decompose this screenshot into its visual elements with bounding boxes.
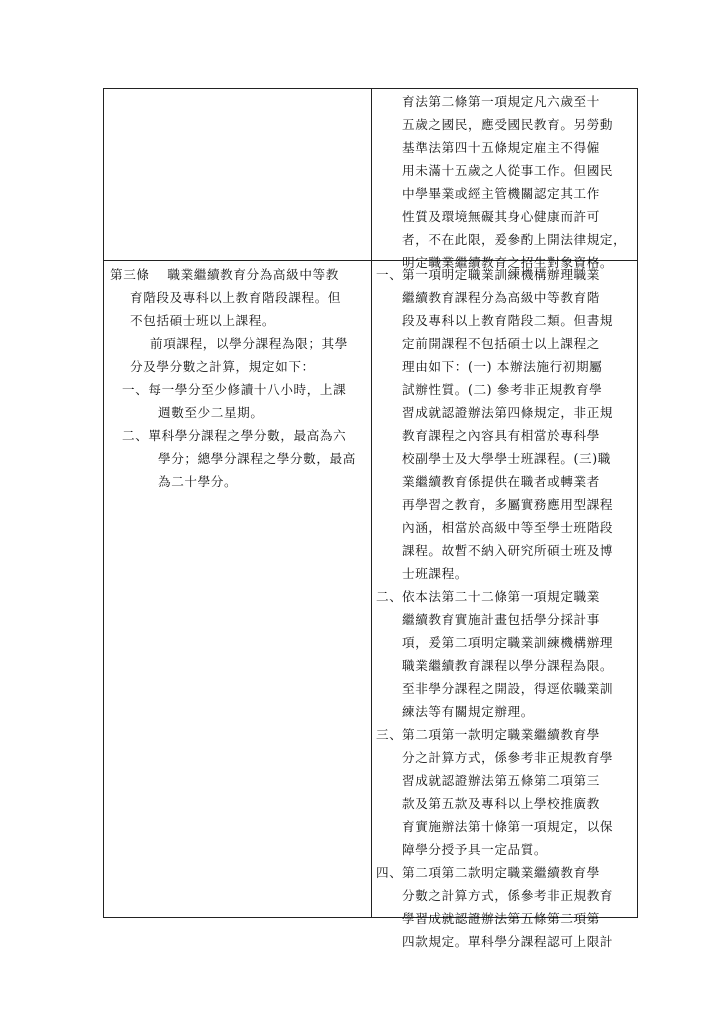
text-line: 分及學分數之計算，規定如下：: [130, 359, 315, 374]
text-line: 第一項明定職業訓練機構辦理職業: [402, 267, 600, 282]
text-line: 習成就認證辦法第四條規定，非正規: [402, 405, 614, 420]
explanation-cell: [376, 263, 634, 953]
text-line: 性質及環境無礙其身心健康而許可: [402, 209, 600, 224]
text-line: 職業繼續教育課程以學分課程為限。: [402, 658, 614, 673]
explanation-item-3: [376, 723, 634, 861]
text-line: 育實施辦法第十條第一項規定，以保: [402, 819, 614, 834]
item-number: 四、: [376, 865, 403, 880]
explanation-item-2: [376, 585, 634, 723]
text-line: 再學習之教育，多屬實務應用型課程: [402, 497, 614, 512]
text-line: 者，不在此限，爰參酌上開法律規定，: [402, 232, 627, 247]
text-line: 定前開課程不包括碩士以上課程之: [402, 336, 600, 351]
text-line: 週數至少二星期。: [158, 405, 264, 420]
text-line: 業繼續教育係提供在職者或轉業者: [402, 474, 600, 489]
text-line: 至非學分課程之開設，得逕依職業訓: [402, 681, 614, 696]
text-line: 為二十學分。: [158, 474, 238, 489]
text-line: 不包括碩士班以上課程。: [130, 313, 276, 328]
text-line: 基準法第四十五條規定雇主不得僱: [402, 140, 600, 155]
explanation-item-4: [376, 861, 634, 953]
text-line: 育階段及專科以上教育階段課程。但: [130, 290, 342, 305]
text-line: 課程。故暫不納入研究所碩士班及博: [402, 543, 614, 558]
text-line: 五歲之國民，應受國民教育。另勞動: [402, 117, 614, 132]
text-line: 理由如下：(一) 本辦法施行初期屬: [402, 359, 603, 374]
article-three-cell: [110, 263, 366, 493]
text-line: 第二項第一款明定職業繼續教育學: [402, 727, 600, 742]
text-line: 段及專科以上教育階段二類。但書規: [402, 313, 614, 328]
text-line: 試辦性質。(二) 參考非正規教育學: [402, 382, 603, 397]
text-line: 障學分授予具一定品質。: [402, 842, 548, 857]
item-number: 一、: [376, 267, 403, 282]
text-line: 繼續教育課程分為高級中等教育階: [402, 290, 600, 305]
text-line: 育法第二條第一項規定凡六歲至十: [402, 94, 600, 109]
text-line: 四款規定。單科學分課程認可上限計: [402, 934, 614, 949]
text-line: 明定職業繼續教育之招生對象資格。: [402, 255, 614, 270]
item-number: 三、: [376, 727, 403, 742]
text-line: 練法等有關規定辦理。: [402, 704, 534, 719]
text-line: 學分；總學分課程之學分數，最高: [158, 451, 356, 466]
item-number: 二、: [376, 589, 403, 604]
text-line: 中學畢業或經主管機關認定其工作: [402, 186, 600, 201]
text-line: 分數之計算方式，係參考非正規教育: [402, 888, 614, 903]
text-line: 習成就認證辦法第五條第二項第三: [402, 773, 600, 788]
text-line: 用未滿十五歲之人從事工作。但國民: [402, 163, 614, 178]
text-line: 項，爰第二項明定職業訓練機構辦理: [402, 635, 614, 650]
text-line: 士班課程。: [402, 566, 468, 581]
text-line: 內涵，相當於高級中等至學士班階段: [402, 520, 614, 535]
text-line: 依本法第二十二條第一項規定職業: [402, 589, 600, 604]
text-line: 校副學士及大學學士班課程。(三)職: [402, 451, 611, 466]
text-line: 教育課程之內容具有相當於專科學: [402, 428, 600, 443]
text-line: 第二項第二款明定職業繼續教育學: [402, 865, 600, 880]
article-heading-line: 第三條 職業繼續教育分為高級中等教: [110, 267, 339, 282]
column-divider: [371, 89, 372, 917]
regulation-table: [103, 88, 638, 949]
explanation-item-1: [376, 263, 634, 585]
text-line: 分之計算方式，係參考非正規教育學: [402, 750, 614, 765]
previous-explanation-cell: [402, 90, 634, 274]
list-item: 一、每一學分至少修讀十八小時，上課: [122, 382, 347, 397]
text-line: 學習成就認證辦法第五條第二項第: [402, 911, 600, 926]
list-item: 二、單科學分課程之學分數，最高為六: [122, 428, 347, 443]
text-line: 款及第五款及專科以上學校推廣教: [402, 796, 600, 811]
text-line: 繼續教育實施計畫包括學分採計事: [402, 612, 600, 627]
text-line: 前項課程，以學分課程為限；其學: [150, 336, 348, 351]
